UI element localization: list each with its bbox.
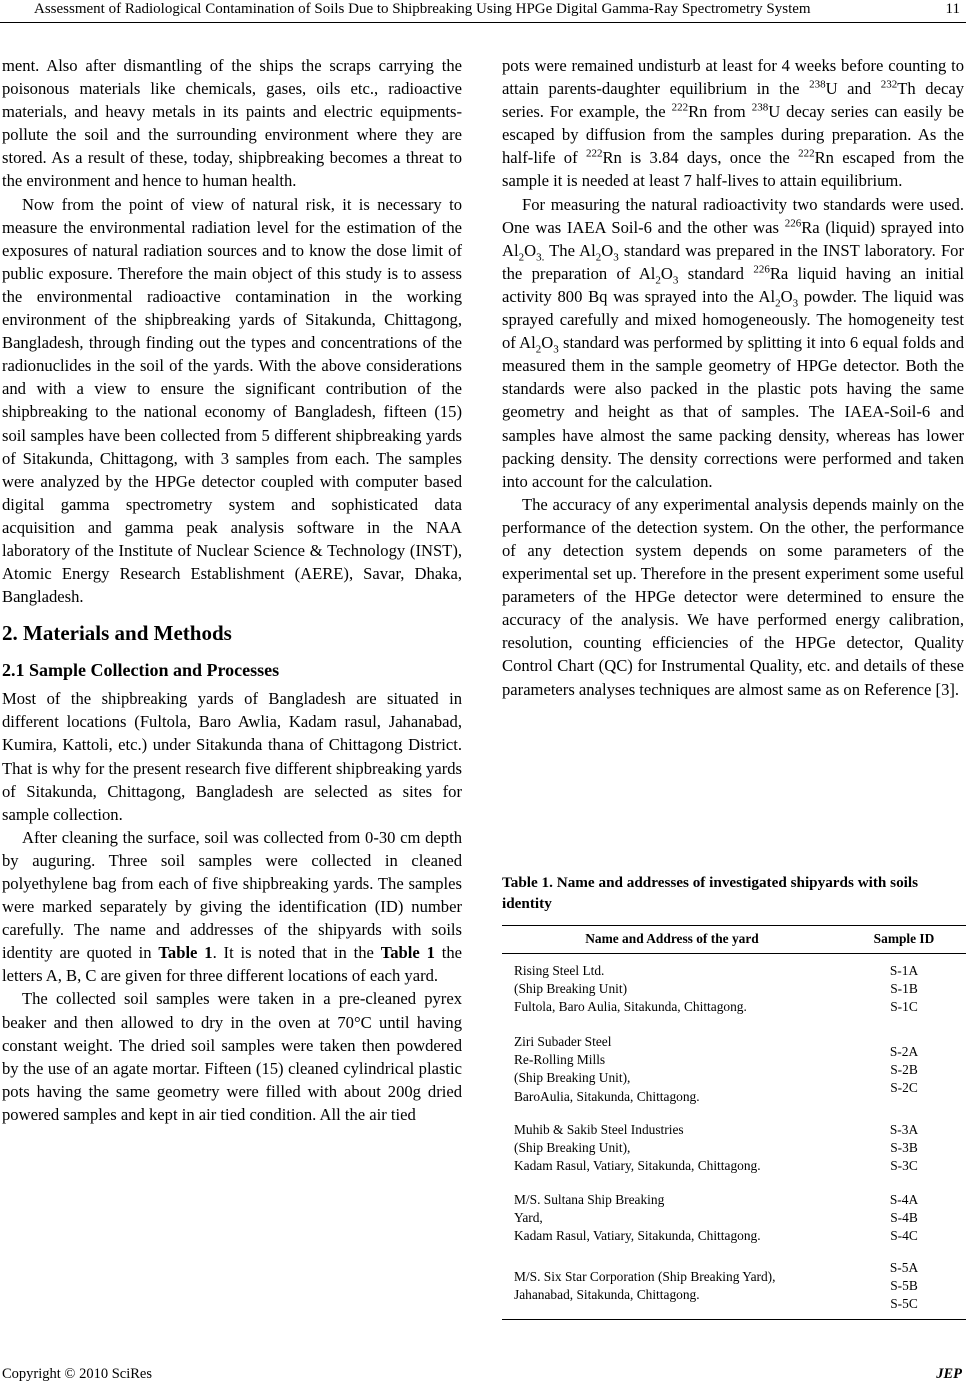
running-title: Assessment of Radiological Contamination of Soils Due to Shipbreaking Using HPGe Digital Gamma-Ray Spectrometry System xyxy=(34,1,811,17)
paragraph-equilibrium: pots were remained undisturb at least for 4 weeks before counting to attain parents-daughter equilibrium in the $^{238}$U and $^{232}$Th decay series. For example, the $^{222}$Rn from $^{238}$U decay series can easily be escaped by diffusion from the samples during preparation. As the half-life of $^{222}$Rn is 3.84 days, once the $^{222}$Rn escaped from the sample it is needed at least 7 half-lives to attain equilibrium. xyxy=(502,56,964,191)
paragraph-locations: Most of the shipbreaking yards of Bangladesh are situated in different locations (Fultola, Baro Awlia, Kadam rasul, Jahanabad, Kumira, Kattoli, etc.) under Sitakunda thana of Chittagong District. That is why for the present research five different shipbreaking yards of Sitakunda, Chittagong, Bangladesh are selected as sites for sample collection. xyxy=(2,689,462,824)
paragraph-intro-end: ment. Also after dismantling of the ships the scraps carrying the poisonous materials like chemicals, gases, oils etc., radioactive materials, and heavy metals in its paints and electric equipments-pollute the soil and the surrounding environment where they are stored. As a result of these, today, shipbreaking becomes a threat to the environment and hence to human health. xyxy=(2,56,462,191)
column-header-sample-id: Sample ID xyxy=(873,931,935,946)
table-body xyxy=(502,954,966,1319)
table-reference: Table 1 xyxy=(380,943,435,963)
yard-name-address: M/S. Six Star Corporation (Ship Breaking Yard), Jahanabad, Sitakunda, Chittagong. xyxy=(514,1269,776,1303)
left-column xyxy=(2,54,462,1126)
yard-name-address: Rising Steel Ltd. (Ship Breaking Unit) Fultola, Baro Aulia, Sitakunda, Chittagong. xyxy=(514,963,747,1015)
table-caption: Table 1. Name and addresses of investigated shipyards with soils identity xyxy=(502,874,919,912)
yard-name-address: Ziri Subader Steel Re-Rolling Mills (Ship Breaking Unit), BaroAulia, Sitakunda, Chittagong. xyxy=(514,1034,700,1104)
yard-name-address: M/S. Sultana Ship Breaking Yard, Kadam Rasul, Vatiary, Sitakunda, Chittagong. xyxy=(514,1192,761,1244)
paragraph-drying: The collected soil samples were taken in a pre-cleaned pyrex beaker and then allowed to dry in the oven at 70°C until having constant weight. The dried soil samples were taken then powdered by the use of an agate mortar. Fifteen (15) cleaned cylindrical plastic pots having the same geometry were filled with about 200g dried powered samples and kept in air tied condition. All the air tied xyxy=(2,989,462,1124)
sample-ids: S-5A S-5B S-5C xyxy=(889,1260,919,1312)
yard-name-address: Muhib & Sakib Steel Industries (Ship Breaking Unit), Kadam Rasul, Vatiary, Sitakunda, Chittagong. xyxy=(514,1122,761,1174)
section-heading: 2. Materials and Methods xyxy=(2,621,232,646)
table-header-row xyxy=(502,926,966,954)
paragraph-objective: Now from the point of view of natural risk, it is necessary to measure the environmental radiation level for the estimation of the exposures of natural radiation sources and to know the dose limit of public exposure. Therefore the main object of this study is to assess the environmental radioactive contamination in the working environment of the shipbreaking yards of Sitakunda, Chittagong, Bangladesh, through finding out the types and concentrations of the radionuclides in the soil of the yards. With the above considerations and with a view to ensure the significant contribution of the shipbreaking to the national economy of Bangladesh, fifteen (15) soil samples have been collected from 5 different shipbreaking yards of Sitakunda, Chittagong, with 3 samples from each. The samples were analyzed by the HPGe detector coupled with computer based digital gamma spectrometry system and sophisticated data acquisition and gamma peak analysis software in the NAA laboratory of the Institute of Nuclear Science & Technology (INST), Atomic Energy Research Establishment (AERE), Savar, Dhaka, Bangladesh. xyxy=(2,194,462,607)
subsection-heading: 2.1 Sample Collection and Processes xyxy=(2,660,280,681)
paragraph-standards: For measuring the natural radioactivity two standards were used. One was IAEA Soil-6 and the other was $^{226}$Ra (liquid) sprayed into $Al_2O_{3.}$ The $Al_2O_3$ standard was prepared in the INST laboratory. For the preparation of $Al_2O_3$ standard $^{226}$Ra liquid having an initial activity 800 Bq was sprayed into the $Al_2O_3$ powder. The liquid was sprayed carefully and mixed homogeneously. The homogeneity test of $Al_2O_3$ standard was performed by splitting it into 6 equal folds and measured them in the sample geometry of HPGe detector. Both the standards were also packed in the plastic pots having the same geometry and height as that of samples. The IAEA-Soil-6 and samples have almost the same packing density, whereas has lower packing density. The density corrections were performed and taken into account for the calculation. xyxy=(502,194,964,491)
right-column xyxy=(502,54,964,701)
sample-ids: S-4A S-4B S-4C xyxy=(889,1192,919,1244)
page-number: 11 xyxy=(945,1,960,17)
journal-abbrev: JEP xyxy=(936,1366,962,1382)
sample-ids: S-3A S-3B S-3C xyxy=(889,1122,919,1174)
sample-ids: S-2A S-2B S-2C xyxy=(889,1044,919,1096)
shipyard-table xyxy=(502,925,966,1320)
table-reference: Table 1 xyxy=(158,943,213,963)
copyright: Copyright © 2010 SciRes xyxy=(2,1366,152,1382)
sample-ids: S-1A S-1B S-1C xyxy=(889,963,919,1015)
paragraph-accuracy: The accuracy of any experimental analysis depends mainly on the performance of the detection system. On the other, the performance of any detection system depends on some parameters of the experimental set up. Therefore in the present experiment some useful parameters of the HPGe detector were determined to ensure the accuracy of the analysis. We have performed energy calibration, resolution, counting efficiencies of the HPGe detector, Quality Control Chart (QC) for Instrumental Quality, etc. and details of these parameters analyses techniques are almost same as on Reference [3]. xyxy=(502,494,964,699)
column-header-name: Name and Address of the yard xyxy=(585,931,759,946)
paragraph-collection: After cleaning the surface, soil was collected from 0-30 cm depth by auguring. Three soil samples were collected in cleaned polyethylene bag from each of five shipbreaking yards. The samples were marked separately by giving the identification (ID) number carefully. The name and addresses of the shipyards with soils identity are quoted in Table 1. It is noted that in the Table 1 the letters A, B, C are given for three different locations of each yard. xyxy=(2,827,462,986)
running-header xyxy=(0,0,966,23)
